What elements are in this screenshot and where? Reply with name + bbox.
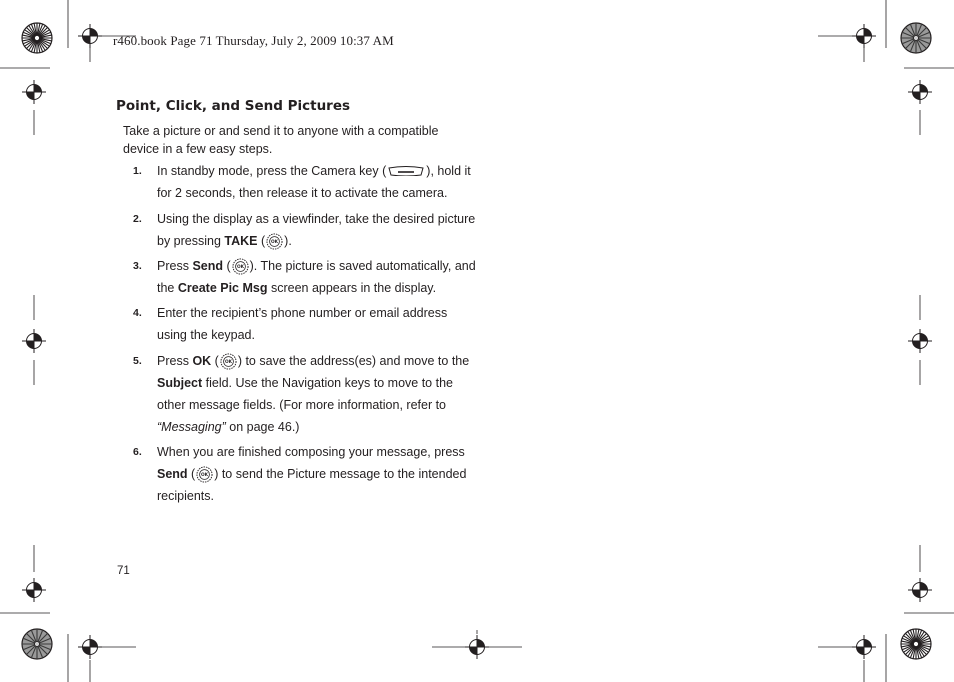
messaging-reference: “Messaging” bbox=[157, 420, 226, 434]
svg-text:OK: OK bbox=[271, 240, 279, 246]
step-text: Press Send ( OK ). The picture is saved automatically, and the Create Pic Msg screen appears in the display. bbox=[157, 259, 476, 295]
step-text: Enter the recipient’s phone number or email address using the keypad. bbox=[157, 306, 448, 342]
svg-text:OK: OK bbox=[224, 360, 232, 366]
svg-text:OK: OK bbox=[236, 265, 244, 271]
section-title: Point, Click, and Send Pictures bbox=[116, 98, 351, 114]
step-number: 5. bbox=[133, 355, 142, 367]
step-number: 1. bbox=[133, 165, 142, 177]
book-info-header: r460.book Page 71 Thursday, July 2, 2009 10:37 AM bbox=[113, 33, 394, 48]
step-number: 3. bbox=[133, 260, 142, 272]
step-text: Using the display as a viewfinder, take the desired picture by pressing TAKE ( OK ). bbox=[157, 212, 476, 248]
ok-key-icon bbox=[232, 258, 249, 275]
camera-key-icon bbox=[388, 166, 424, 176]
step-text: Press OK ( OK ) to save the address(es) and move to the Subject field. Use the Navigation keys to move to the other message fields. (For more information, refer to “Messaging” on page 46.) bbox=[157, 354, 470, 434]
step-number: 4. bbox=[133, 307, 142, 319]
step-text: When you are finished composing your message, press Send ( OK ) to send the Picture message to the intended recipients. bbox=[157, 445, 467, 503]
ok-key-icon bbox=[266, 233, 283, 250]
section-intro: Take a picture or and send it to anyone with a compatible device in a few easy steps. bbox=[123, 124, 439, 156]
step-number: 2. bbox=[133, 213, 142, 225]
page-number: 71 bbox=[117, 565, 130, 577]
step-text: In standby mode, press the Camera key ( ), hold it for 2 seconds, then release it to activate the camera. bbox=[157, 164, 471, 200]
ok-key-icon bbox=[196, 466, 213, 483]
step-number: 6. bbox=[133, 446, 142, 458]
svg-text:OK: OK bbox=[201, 473, 209, 479]
ok-key-icon bbox=[220, 353, 237, 370]
